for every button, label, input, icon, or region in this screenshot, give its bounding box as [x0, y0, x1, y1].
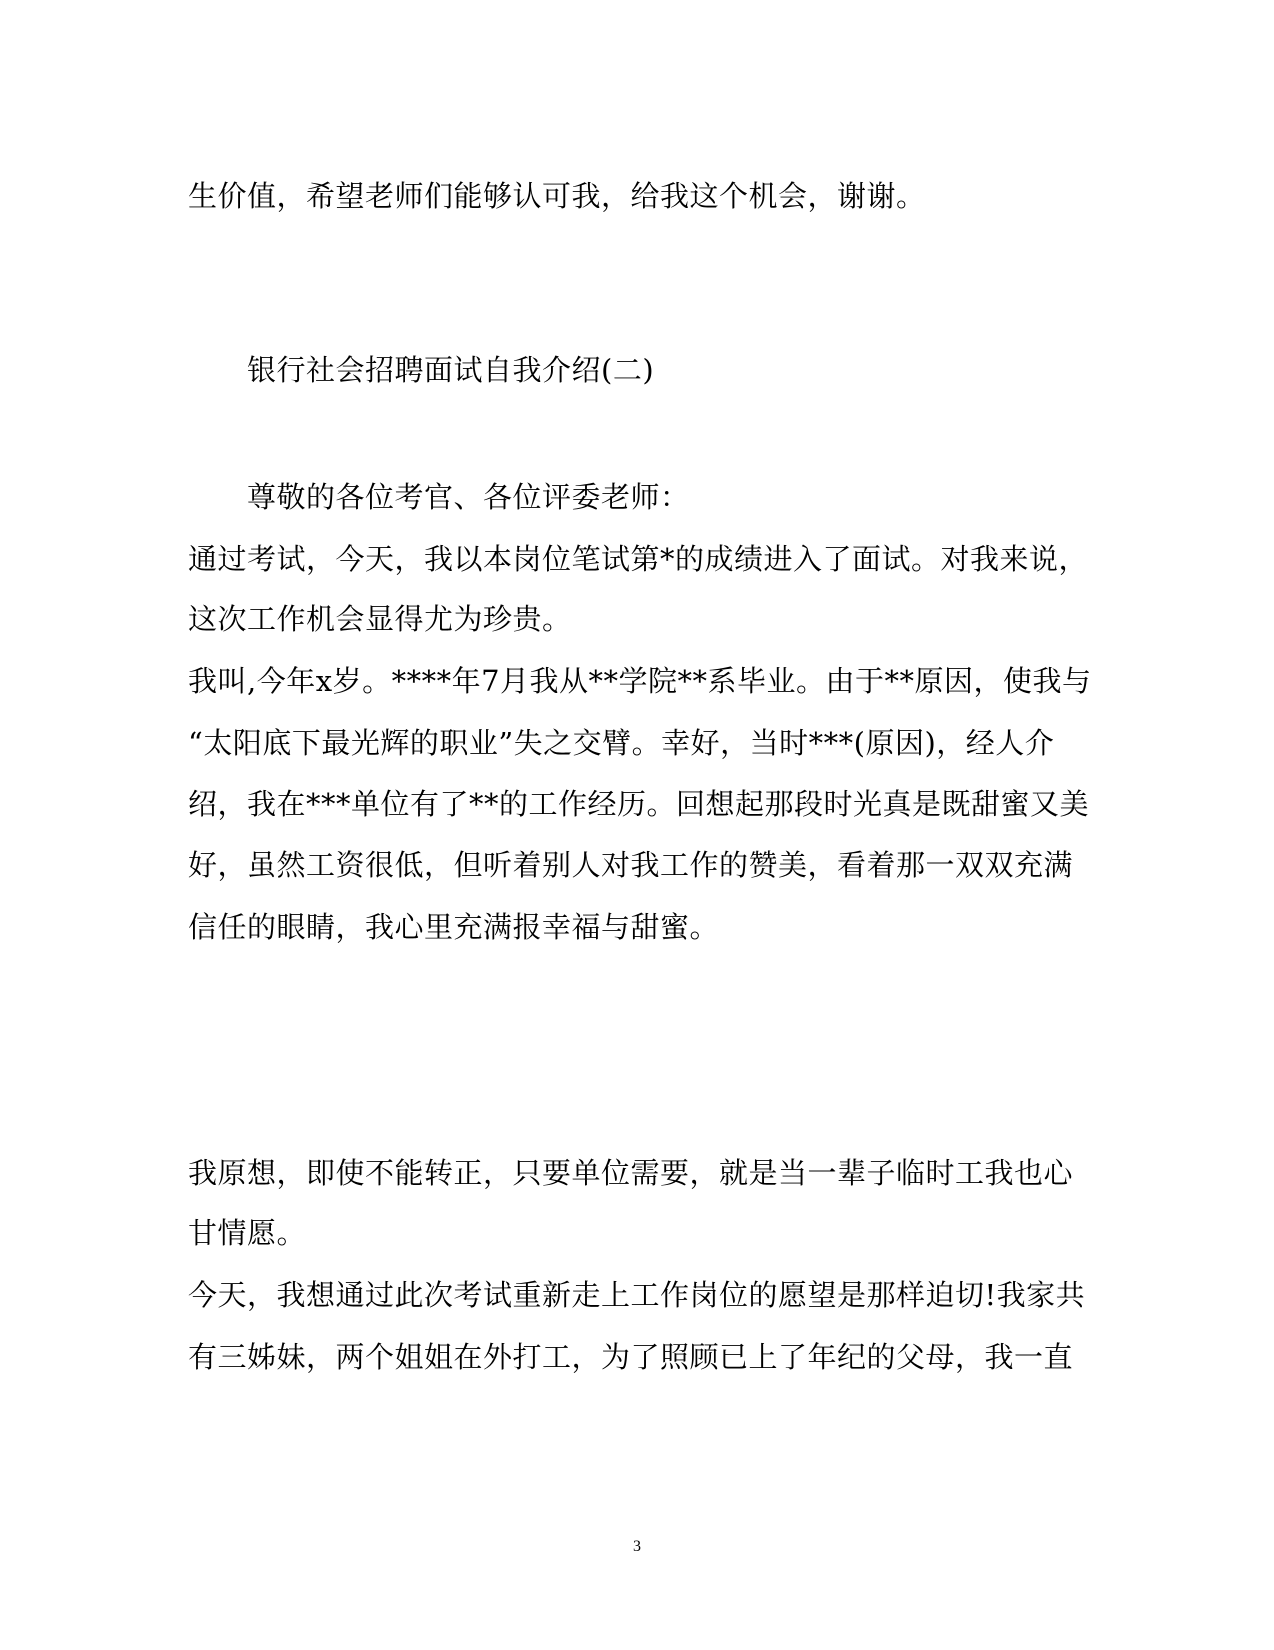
- text-line: 有三姊妹，两个姐姐在外打工，为了照顾已上了年纪的父母，我一直: [188, 1340, 1074, 1374]
- text-line: “太阳底下最光辉的职业”失之交臂。幸好，当时***(原因)，经人介: [188, 726, 1055, 760]
- text-line: 我原想，即使不能转正，只要单位需要，就是当一辈子临时工我也心: [188, 1156, 1074, 1190]
- text-line: 信任的眼睛，我心里充满报幸福与甜蜜。: [188, 910, 720, 944]
- section-heading: 银行社会招聘面试自我介绍(二): [247, 353, 655, 387]
- salutation: 尊敬的各位考官、各位评委老师：: [247, 480, 690, 514]
- text-line: 今天，我想通过此次考试重新走上工作岗位的愿望是那样迫切!我家共: [188, 1278, 1086, 1312]
- text-line: 绍，我在***单位有了**的工作经历。回想起那段时光真是既甜蜜又美: [188, 787, 1090, 821]
- text-line: 甘情愿。: [188, 1216, 307, 1250]
- text-line: 生价值，希望老师们能够认可我，给我这个机会，谢谢。: [188, 179, 926, 213]
- text-line: 好，虽然工资很低，但听着别人对我工作的赞美，看着那一双双充满: [188, 848, 1074, 882]
- text-line: 我叫,今年x岁。****年7月我从**学院**系毕业。由于**原因，使我与: [188, 664, 1092, 698]
- text-line: 通过考试，今天，我以本岗位笔试第*的成绩进入了面试。对我来说，: [188, 542, 1089, 576]
- text-line: 这次工作机会显得尤为珍贵。: [188, 602, 572, 636]
- page-number: 3: [633, 1538, 641, 1555]
